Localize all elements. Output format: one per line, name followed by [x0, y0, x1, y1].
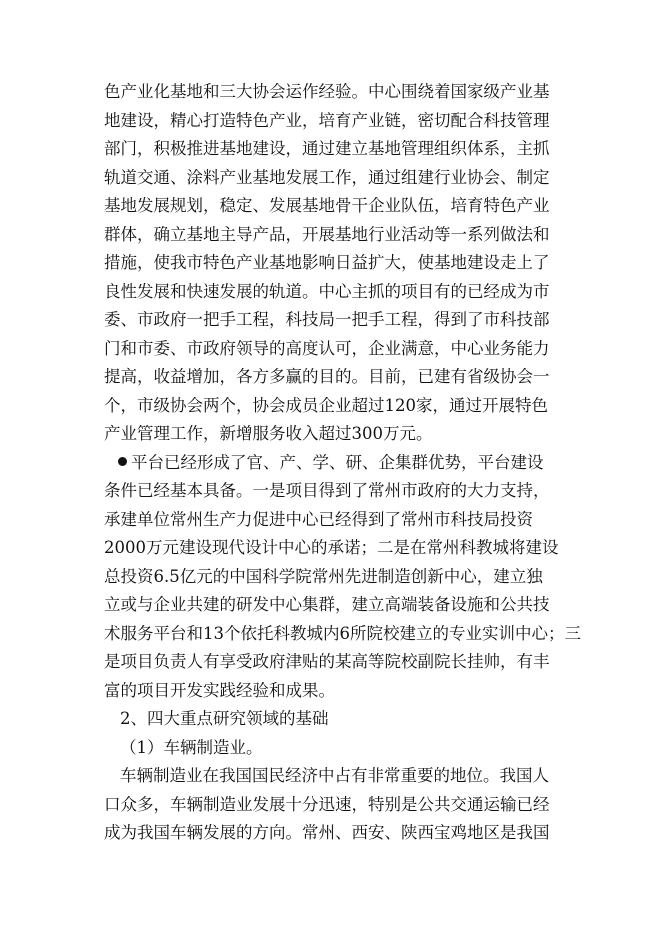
- paragraph-platform-experience: [104, 78, 564, 449]
- text-line: 轨道交通、涂料产业基地发展工作，通过组建行业协会、制定: [104, 167, 550, 187]
- section-heading: 2、四大重点研究领域的基础: [120, 709, 329, 728]
- text-line: 色产业化基地和三大协会运作经验。中心围绕着国家级产业基: [104, 82, 550, 101]
- document-body: [104, 78, 581, 848]
- bullet-line: [104, 449, 564, 478]
- text-line: 良性发展和快速发展的轨道。中心主抓的项目有的已经成为市: [104, 281, 550, 301]
- text-line: 地建设，精心打造特色产业，培育产业链，密切配合科技管理: [104, 110, 550, 130]
- text-line: 是项目负责人有享受政府津贴的某高等院校副院长挂帅，有丰: [104, 652, 550, 671]
- subsection-heading: （1）车辆制造业。: [120, 737, 263, 757]
- text-line: 口众多，车辆制造业发展十分迅速，特别是公共交通运输已经: [104, 794, 550, 814]
- text-line: 车辆制造业在我国国民经济中占有非常重要的地位。我国人: [120, 766, 549, 785]
- bullet-icon: [118, 457, 127, 466]
- text-line: 群体，确立基地主导产品，开展基地行业活动等一系列做法和: [104, 224, 550, 244]
- text-line: 基地发展规划，稳定、发展基地骨干企业队伍，培育特色产业: [104, 196, 550, 215]
- paragraph-vehicle-manufacturing: [104, 762, 564, 848]
- text-line: 委、市政府一把手工程，科技局一把手工程，得到了市科技部: [104, 310, 550, 329]
- text-line: 成为我国车辆发展的方向。常州、西安、陕西宝鸡地区是我国: [104, 823, 550, 842]
- text-line: 部门，积极推进基地建设，通过建立基地管理组织体系，主抓: [104, 139, 550, 158]
- text-line: 条件已经基本具备。一是项目得到了常州市政府的大力支持，: [104, 481, 550, 500]
- text-line: 平台已经形成了官、产、学、研、企集群优势，平台建设: [131, 452, 544, 472]
- text-line: 个，市级协会两个，协会成员企业超过120家，通过开展特色: [104, 395, 548, 415]
- paragraph-platform-advantages: [104, 449, 581, 706]
- text-line: 富的项目开发实践经验和成果。: [104, 680, 335, 700]
- text-line: 立或与企业共建的研发中心集群，建立高端装备设施和公共技: [104, 595, 550, 614]
- text-line: 措施，使我市特色产业基地影响日益扩大，使基地建设走上了: [104, 253, 550, 272]
- text-line: 承建单位常州生产力促进中心已经得到了常州市科技局投资: [104, 509, 533, 529]
- text-line: 2000万元建设现代设计中心的承诺；二是在常州科教城将建设: [104, 538, 559, 557]
- text-line: 门和市委、市政府领导的高度认可，企业满意，中心业务能力: [104, 338, 550, 358]
- text-line: 术服务平台和13个依托科教城内6所院校建立的专业实训中心；三: [104, 623, 581, 643]
- text-line: 总投资6.5亿元的中国科学院常州先进制造创新中心，建立独: [104, 566, 543, 586]
- text-line: 提高，收益增加，各方多赢的目的。目前，已建有省级协会一: [104, 367, 550, 386]
- text-line: 产业管理工作，新增服务收入超过300万元。: [104, 424, 433, 443]
